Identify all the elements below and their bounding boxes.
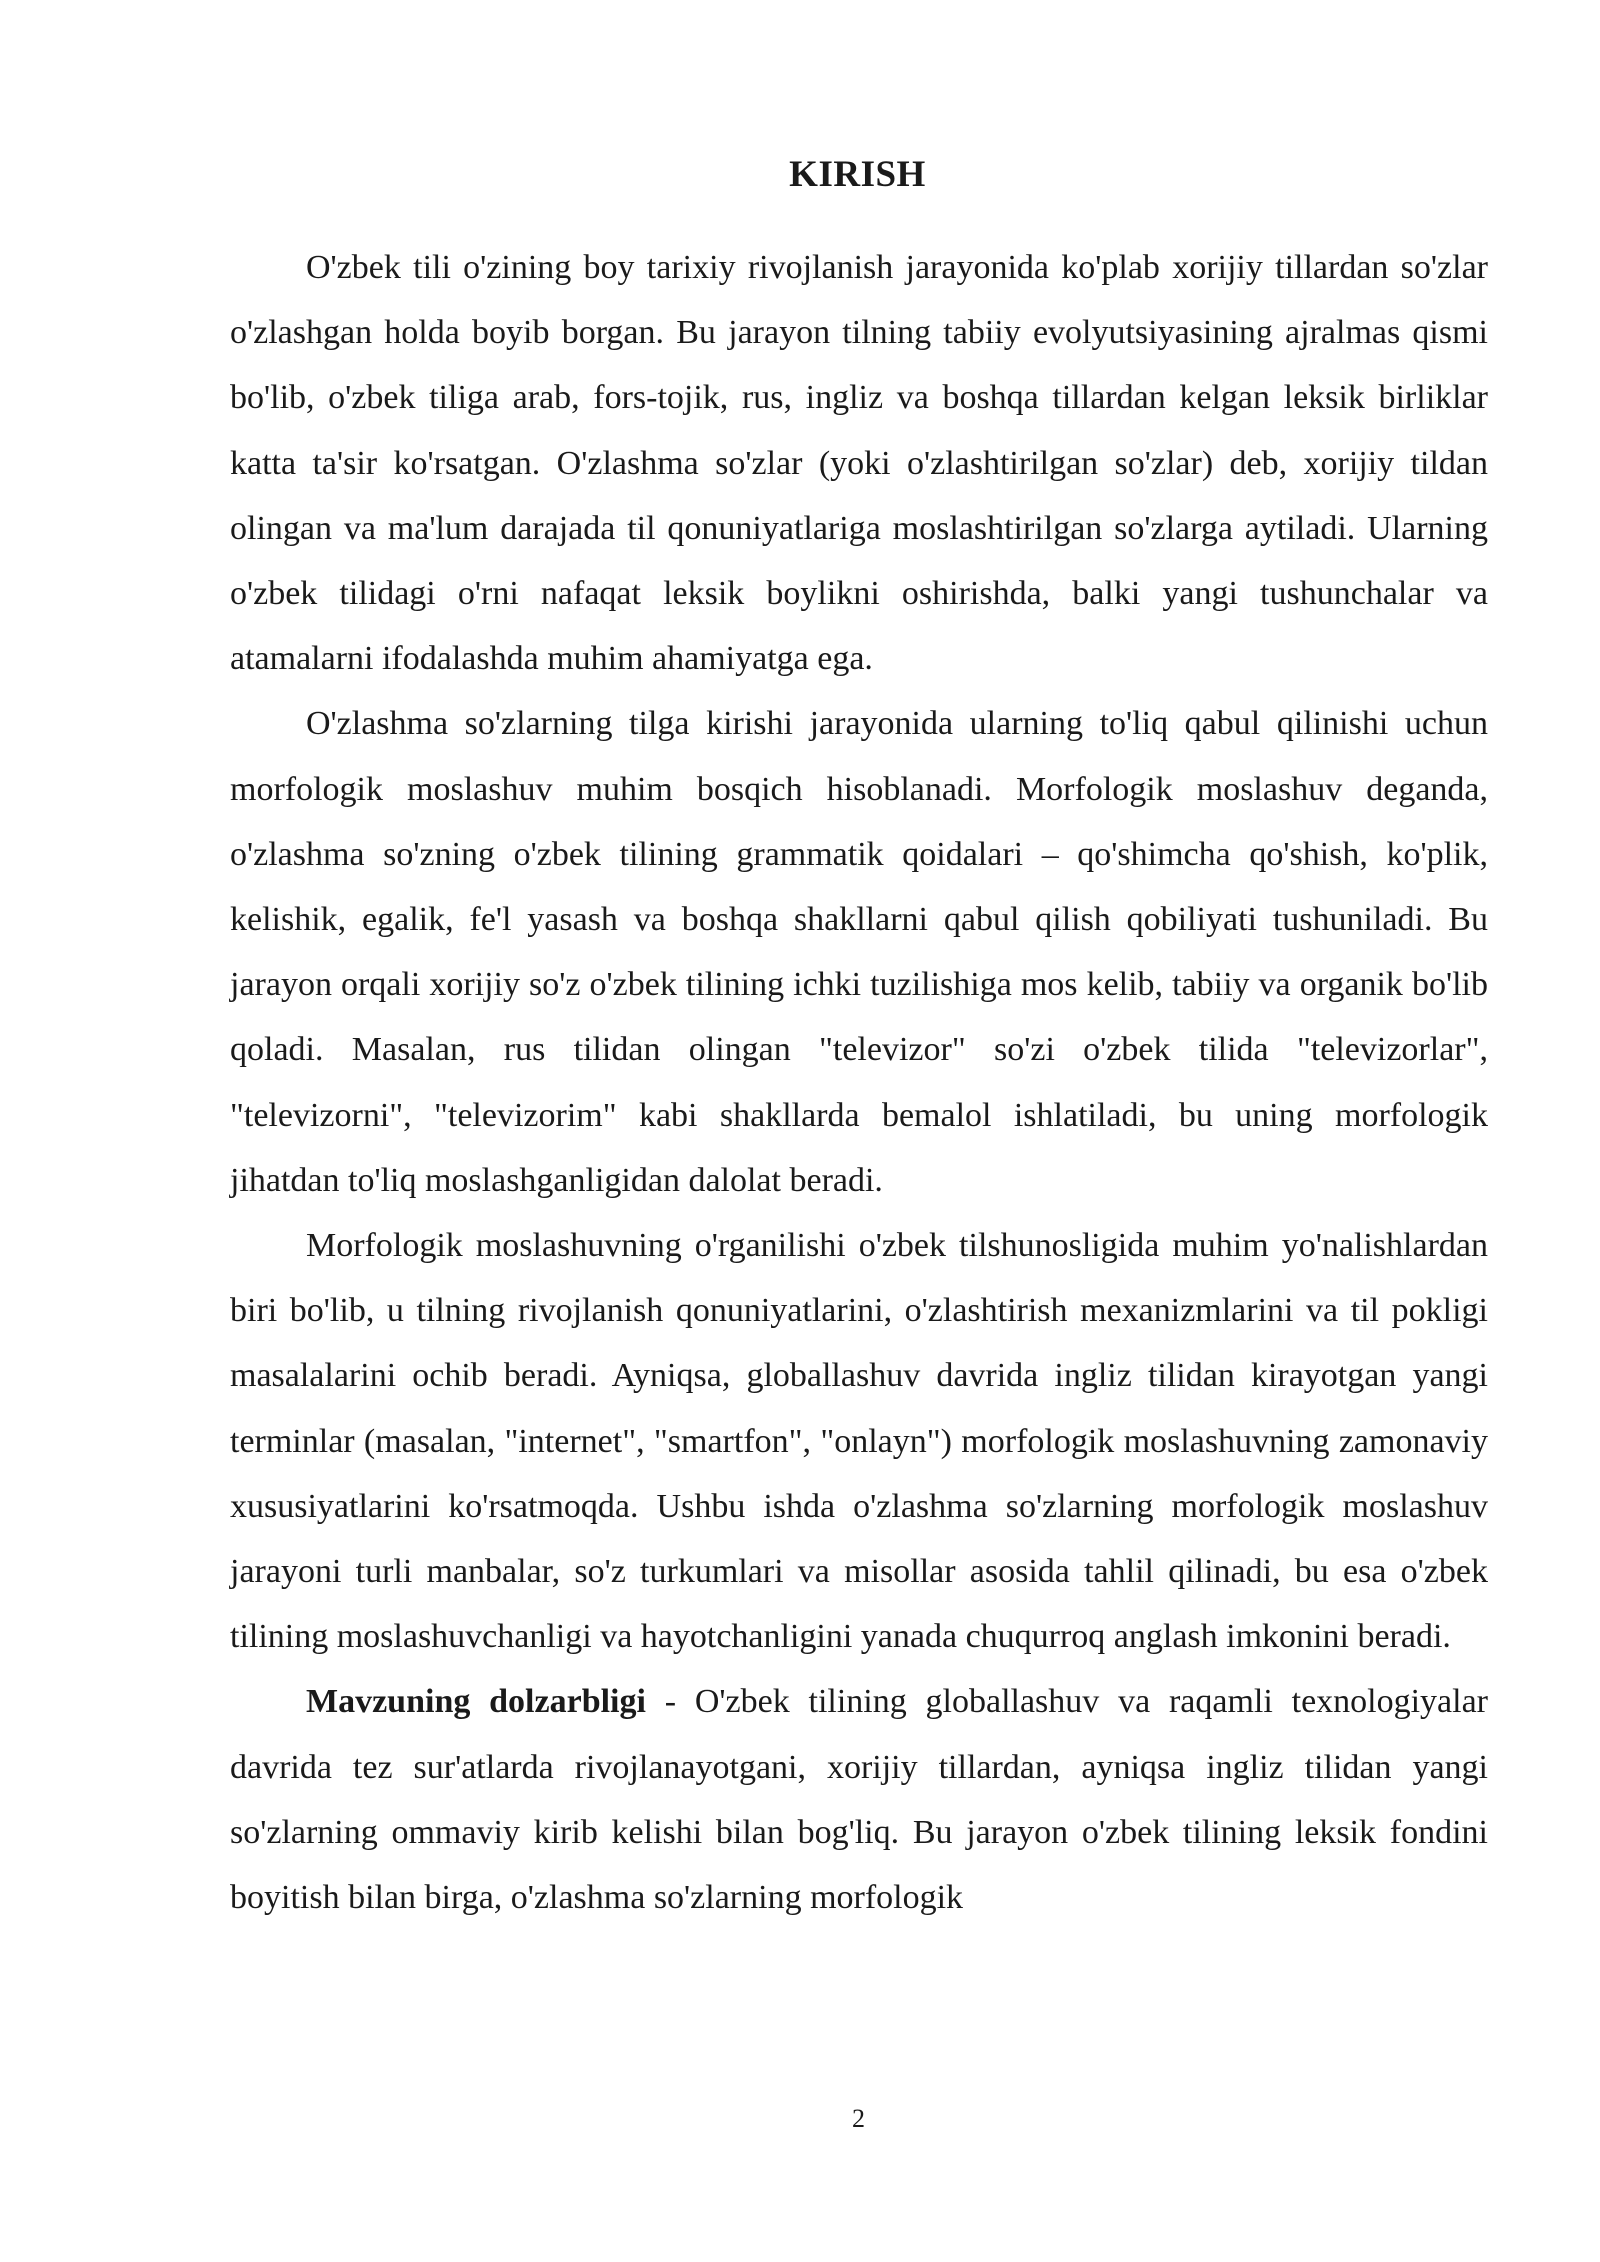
page-number: 2 [852,2104,865,2133]
section-title: KIRISH [789,154,926,195]
paragraph-morphological-adaptation: O'zlashma so'zlarning tilga kirishi jarayonida ularning to'liq qabul qilinishi uchun morfologik moslashuv muhim bosqich hisoblanadi. Morfologik moslashuv deganda, o'zlashma so'zning o'zbek tilining grammatik qoidalari – qo'shimcha qo'shish, ko'plik, kelishik, egalik, fe'l yasash va boshqa shakllarni qabul qilish qobiliyati tushuniladi. Bu jarayon orqali xorijiy so'z o'zbek tilining ichki tuzilishiga mos kelib, tabiiy va organik bo'lib qoladi. Masalan, rus tilidan olingan "televizor" so'zi o'zbek tilida "televizorlar", "televizorni", "televizorim" kabi shakllarda bemalol ishlatiladi, bu uning morfologik jihatdan to'liq moslashganligidan dalolat beradi. [230,705,1488,1199]
paragraph-study-importance: Morfologik moslashuvning o'rganilishi o'zbek tilshunosligida muhim yo'nalishlardan biri bo'lib, u tilning rivojlanish qonuniyatlarini, o'zlashtirish mexanizmlarini va til pokligi masalalarini ochib beradi. Ayniqsa, globallashuv davrida ingliz tilidan kirayotgan yangi terminlar (masalan, "internet", "smartfon", "onlayn") morfologik moslashuvning zamonaviy xususiyatlarini ko'rsatmoqda. Ushbu ishda o'zlashma so'zlarning morfologik moslashuv jarayoni turli manbalar, so'z turkumlari va misollar asosida tahlil qilinadi, bu esa o'zbek tilining moslashuvchanligi va hayotchanligini yanada chuqurroq anglash imkonini beradi. [230,1227,1488,1656]
paragraph-relevance [230,1669,1488,1930]
relevance-text: - O'zbek tilining globallashuv va raqamli texnologiyalar davrida tez sur'atlarda rivojlanayotgani, xorijiy tillardan, ayniqsa ingliz tilidan yangi so'zlarning ommaviy kirib kelishi bilan bog'liq. Bu jarayon o'zbek tilining leksik fondini boyitish bilan birga, o'zlashma so'zlarning morfologik [230,1683,1488,1917]
paragraph-intro: O'zbek tili o'zining boy tarixiy rivojlanish jarayonida ko'plab xorijiy tillardan so'zlar o'zlashgan holda boyib borgan. Bu jarayon tilning tabiiy evolyutsiyasining ajralmas qismi bo'lib, o'zbek tiliga arab, fors-tojik, rus, ingliz va boshqa tillardan kelgan leksik birliklar katta ta'sir ko'rsatgan. O'zlashma so'zlar (yoki o'zlashtirilgan so'zlar) deb, xorijiy tildan olingan va ma'lum darajada til qonuniyatlariga moslashtirilgan so'zlarga aytiladi. Ularning o'zbek tilidagi o'rni nafaqat leksik boylikni oshirishda, balki yangi tushunchalar va atamalarni ifodalashda muhim ahamiyatga ega. [230,249,1488,678]
relevance-heading: Mavzuning dolzarbligi [306,1683,646,1721]
body-text [230,235,1488,1930]
